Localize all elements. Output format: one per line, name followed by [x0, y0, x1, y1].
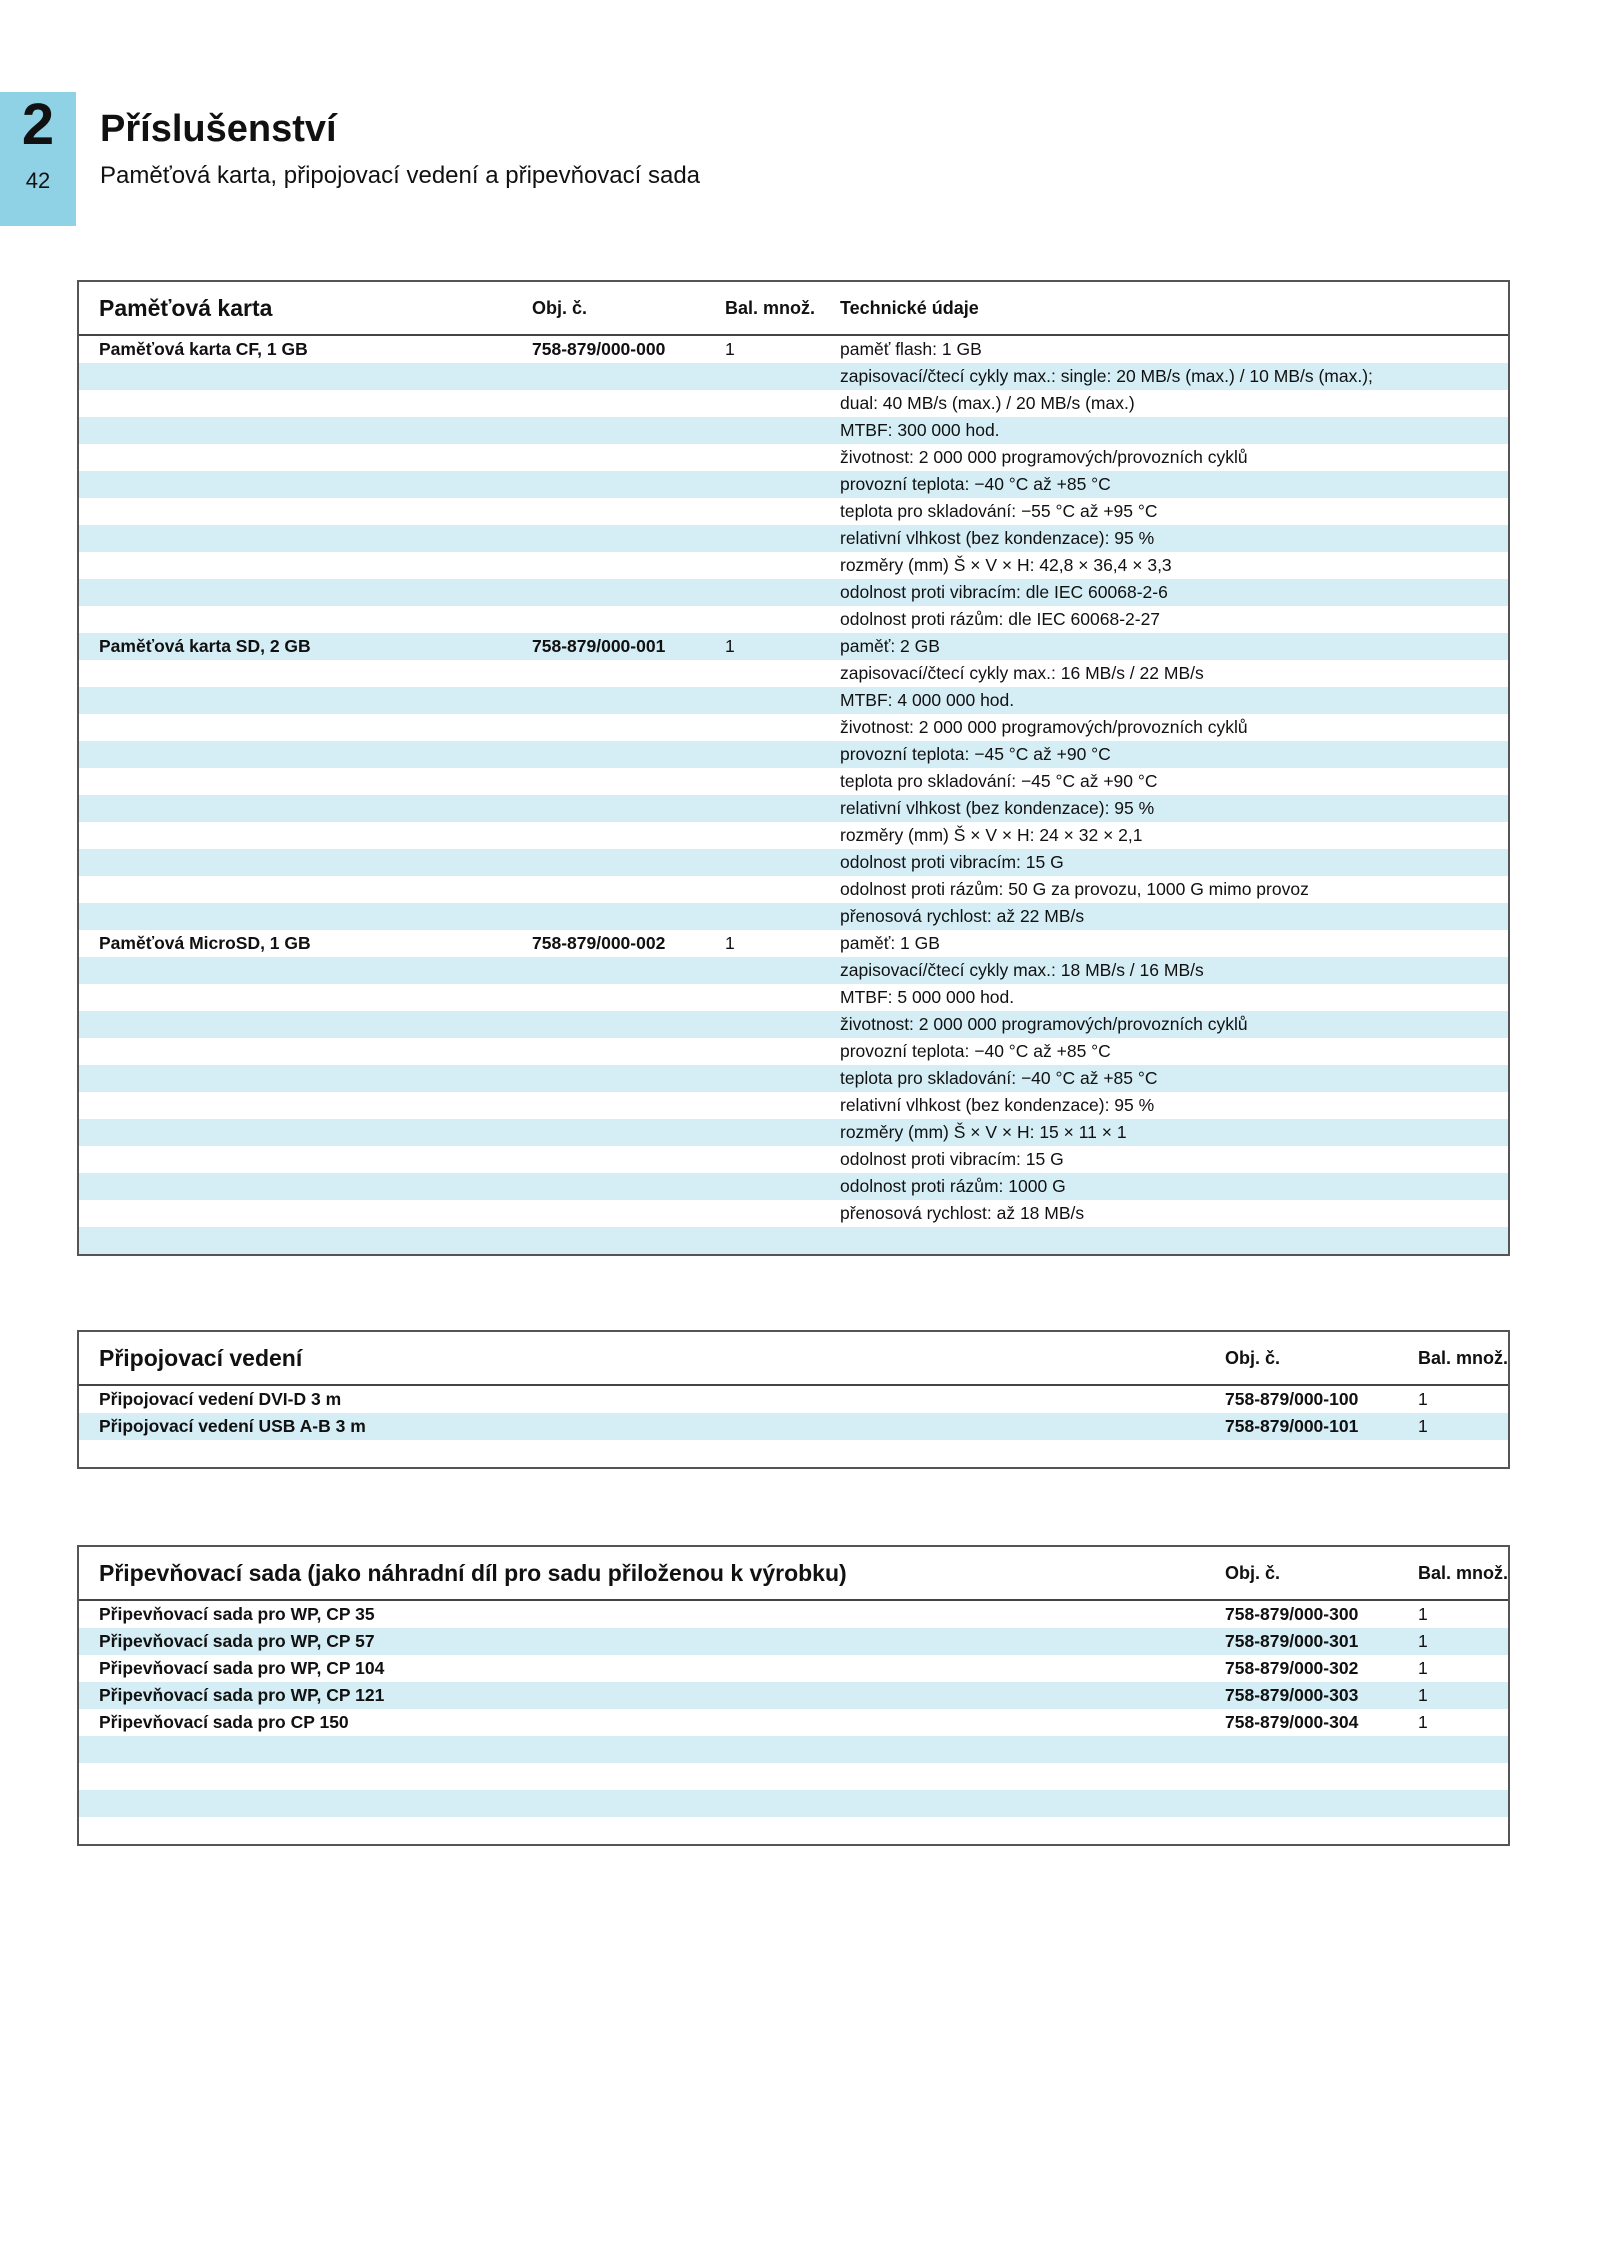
table-row: [79, 1817, 1508, 1844]
col-header-pack-quantity: Bal. množ.: [1418, 1563, 1509, 1583]
tech-spec: životnost: 2 000 000 programových/provozních cyklů: [840, 717, 1248, 737]
tech-spec: MTBF: 5 000 000 hod.: [840, 987, 1015, 1007]
table-row: [79, 1173, 1508, 1200]
tech-spec: relativní vlhkost (bez kondenzace): 95 %: [840, 1095, 1155, 1115]
mounting-kit-table: [77, 1545, 1510, 1846]
col-header-technical-data: Technické údaje: [840, 298, 979, 318]
tech-spec: odolnost proti vibracím: 15 G: [840, 1149, 1064, 1169]
tech-spec: relativní vlhkost (bez kondenzace): 95 %: [840, 528, 1155, 548]
product-name: Paměťová MicroSD, 1 GB: [99, 933, 311, 953]
product-name: Paměťová karta SD, 2 GB: [99, 636, 311, 656]
pack-quantity: 1: [1418, 1658, 1428, 1678]
col-header-pack-quantity: Bal. množ.: [1418, 1348, 1509, 1368]
order-number: 758-879/000-000: [532, 339, 666, 359]
tech-spec: rozměry (mm) Š × V × H: 42,8 × 36,4 × 3,3: [840, 555, 1172, 575]
pack-quantity: 1: [725, 339, 735, 359]
table-row: [79, 444, 1508, 471]
table-row: [79, 606, 1508, 633]
tech-spec: MTBF: 4 000 000 hod.: [840, 690, 1015, 710]
col-header-order-number: Obj. č.: [1225, 1348, 1281, 1368]
tech-spec: životnost: 2 000 000 programových/provozních cyklů: [840, 447, 1248, 467]
product-name: Připojovací vedení USB A-B 3 m: [99, 1416, 366, 1436]
table-row: [79, 1413, 1508, 1440]
order-number: 758-879/000-100: [1225, 1389, 1359, 1409]
pack-quantity: 1: [1418, 1604, 1428, 1624]
table-row: [79, 768, 1508, 795]
table-row: [79, 1736, 1508, 1763]
table-row: [79, 1227, 1508, 1254]
table-row: [79, 1119, 1508, 1146]
tech-spec: zapisovací/čtecí cykly max.: 16 MB/s / 22 MB/s: [840, 663, 1204, 683]
page-subtitle: Paměťová karta, připojovací vedení a připevňovací sada: [100, 162, 701, 189]
memory-card-table: [77, 280, 1510, 1256]
chapter-tab: [0, 92, 76, 226]
table-row: [79, 660, 1508, 687]
table-row: [79, 1011, 1508, 1038]
pack-quantity: 1: [1418, 1416, 1428, 1436]
table-body: [79, 1386, 1508, 1467]
pack-quantity: 1: [725, 933, 735, 953]
table-row: [79, 1655, 1508, 1682]
table-row: [79, 336, 1508, 363]
table-row: [79, 498, 1508, 525]
table-row: [79, 1763, 1508, 1790]
table-row: [79, 984, 1508, 1011]
table-row: [79, 1682, 1508, 1709]
table-header: [79, 1332, 1508, 1386]
tech-spec: teplota pro skladování: −40 °C až +85 °C: [840, 1068, 1158, 1088]
tech-spec: odolnost proti rázům: 50 G za provozu, 1000 G mimo provoz: [840, 879, 1309, 899]
table-row: [79, 1709, 1508, 1736]
order-number: 758-879/000-304: [1225, 1712, 1359, 1732]
pack-quantity: 1: [1418, 1685, 1428, 1705]
product-name: Připevňovací sada pro WP, CP 104: [99, 1658, 385, 1678]
order-number: 758-879/000-300: [1225, 1604, 1359, 1624]
order-number: 758-879/000-302: [1225, 1658, 1359, 1678]
pack-quantity: 1: [1418, 1389, 1428, 1409]
order-number: 758-879/000-002: [532, 933, 666, 953]
col-header-order-number: Obj. č.: [532, 298, 588, 318]
table-row: [79, 552, 1508, 579]
product-name: Připevňovací sada pro WP, CP 57: [99, 1631, 375, 1651]
tech-spec: odolnost proti vibracím: 15 G: [840, 852, 1064, 872]
table-row: [79, 525, 1508, 552]
pack-quantity: 1: [725, 636, 735, 656]
table-row: [79, 822, 1508, 849]
table-body: [79, 1601, 1508, 1844]
tech-spec: paměť flash: 1 GB: [840, 339, 982, 359]
table-header: [79, 282, 1508, 336]
product-name: Připojovací vedení DVI-D 3 m: [99, 1389, 342, 1409]
tech-spec: přenosová rychlost: až 22 MB/s: [840, 906, 1085, 926]
table-row: [79, 363, 1508, 390]
table-row: [79, 1601, 1508, 1628]
table-row: [79, 1628, 1508, 1655]
product-name: Paměťová karta CF, 1 GB: [99, 339, 308, 359]
table-row: [79, 687, 1508, 714]
product-name: Připevňovací sada pro WP, CP 121: [99, 1685, 385, 1705]
table-body: [79, 336, 1508, 1254]
table-row: [79, 1440, 1508, 1467]
chapter-number: 2: [21, 92, 55, 157]
table-row: [79, 390, 1508, 417]
table-row: [79, 1038, 1508, 1065]
tech-spec: provozní teplota: −45 °C až +90 °C: [840, 744, 1111, 764]
tech-spec: provozní teplota: −40 °C až +85 °C: [840, 1041, 1111, 1061]
table-row: [79, 714, 1508, 741]
table-title: Paměťová karta: [99, 295, 273, 321]
tech-spec: teplota pro skladování: −45 °C až +90 °C: [840, 771, 1158, 791]
table-row: [79, 795, 1508, 822]
table-header: [79, 1547, 1508, 1601]
order-number: 758-879/000-301: [1225, 1631, 1359, 1651]
table-row: [79, 417, 1508, 444]
table-row: [79, 1200, 1508, 1227]
table-row: [79, 1065, 1508, 1092]
table-row: [79, 903, 1508, 930]
col-header-pack-quantity: Bal. množ.: [725, 298, 816, 318]
table-row: [79, 876, 1508, 903]
tech-spec: přenosová rychlost: až 18 MB/s: [840, 1203, 1085, 1223]
tech-spec: rozměry (mm) Š × V × H: 15 × 11 × 1: [840, 1122, 1127, 1142]
table-row: [79, 930, 1508, 957]
table-row: [79, 849, 1508, 876]
tech-spec: teplota pro skladování: −55 °C až +95 °C: [840, 501, 1158, 521]
table-row: [79, 957, 1508, 984]
tech-spec: odolnost proti rázům: 1000 G: [840, 1176, 1066, 1196]
pack-quantity: 1: [1418, 1631, 1428, 1651]
table-title: Připevňovací sada (jako náhradní díl pro sadu přiloženou k výrobku): [99, 1560, 847, 1586]
tech-spec: paměť: 2 GB: [840, 636, 940, 656]
table-row: [79, 1790, 1508, 1817]
table-title: Připojovací vedení: [99, 1345, 303, 1371]
tech-spec: odolnost proti vibracím: dle IEC 60068-2-6: [840, 582, 1168, 602]
tech-spec: paměť: 1 GB: [840, 933, 940, 953]
tech-spec: zapisovací/čtecí cykly max.: 18 MB/s / 16 MB/s: [840, 960, 1204, 980]
connection-cables-table: [77, 1330, 1510, 1469]
tech-spec: MTBF: 300 000 hod.: [840, 420, 1000, 440]
tech-spec: rozměry (mm) Š × V × H: 24 × 32 × 2,1: [840, 825, 1143, 845]
col-header-order-number: Obj. č.: [1225, 1563, 1281, 1583]
pack-quantity: 1: [1418, 1712, 1428, 1732]
tech-spec: provozní teplota: −40 °C až +85 °C: [840, 474, 1111, 494]
tech-spec: dual: 40 MB/s (max.) / 20 MB/s (max.): [840, 393, 1135, 413]
tech-spec: relativní vlhkost (bez kondenzace): 95 %: [840, 798, 1155, 818]
tech-spec: odolnost proti rázům: dle IEC 60068-2-27: [840, 609, 1161, 629]
table-row: [79, 579, 1508, 606]
page-title: Příslušenství: [100, 108, 337, 150]
table-row: [79, 633, 1508, 660]
tech-spec: zapisovací/čtecí cykly max.: single: 20 MB/s (max.) / 10 MB/s (max.);: [840, 366, 1373, 386]
page-number: 42: [25, 168, 51, 193]
product-name: Připevňovací sada pro WP, CP 35: [99, 1604, 375, 1624]
table-row: [79, 1092, 1508, 1119]
product-name: Připevňovací sada pro CP 150: [99, 1712, 349, 1732]
order-number: 758-879/000-101: [1225, 1416, 1359, 1436]
table-row: [79, 1386, 1508, 1413]
table-row: [79, 1146, 1508, 1173]
order-number: 758-879/000-001: [532, 636, 666, 656]
table-row: [79, 471, 1508, 498]
table-row: [79, 741, 1508, 768]
order-number: 758-879/000-303: [1225, 1685, 1359, 1705]
tech-spec: životnost: 2 000 000 programových/provozních cyklů: [840, 1014, 1248, 1034]
